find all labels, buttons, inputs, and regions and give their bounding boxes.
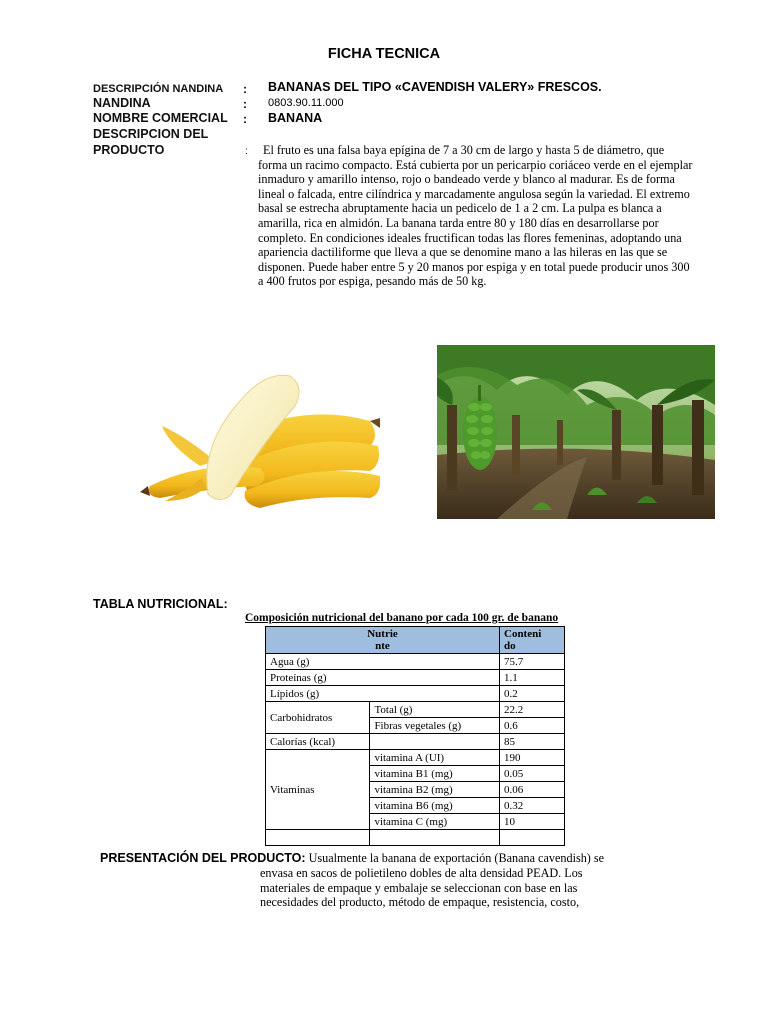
row-label: Lípidos (g) xyxy=(266,686,500,702)
header-nutrient-line2: nte xyxy=(375,640,390,652)
row-value: 0.06 xyxy=(500,782,565,798)
colon: : xyxy=(243,112,247,126)
banana-plantation-photo xyxy=(437,345,715,519)
table-row xyxy=(266,670,565,686)
row-label: Total (g) xyxy=(370,702,500,718)
row-label: vitamina C (mg) xyxy=(370,814,500,830)
header-nutrient-line1: Nutrie xyxy=(367,628,398,640)
row-value: 10 xyxy=(500,814,565,830)
row-value: 85 xyxy=(500,734,565,750)
row-value: 0.2 xyxy=(500,686,565,702)
row-label: Calorías (kcal) xyxy=(266,734,370,750)
descripcion-producto-label-line1: DESCRIPCION DEL xyxy=(93,127,209,141)
nutrition-section-label: TABLA NUTRICIONAL: xyxy=(93,597,228,611)
nandina-value: 0803.90.11.000 xyxy=(268,97,344,109)
document-title: FICHA TECNICA xyxy=(327,46,441,62)
descripcion-nandina-label: DESCRIPCIÓN NANDINA xyxy=(93,83,224,95)
row-label: vitamina B2 (mg) xyxy=(370,782,500,798)
table-row-empty xyxy=(266,830,565,846)
colon: : xyxy=(243,97,247,111)
nandina-label: NANDINA xyxy=(93,96,151,110)
colon: : xyxy=(245,146,248,157)
row-label: Proteínas (g) xyxy=(266,670,500,686)
header-content-line2: do xyxy=(504,640,516,652)
row-value: 0.05 xyxy=(500,766,565,782)
header-content-line1: Conteni xyxy=(504,628,542,640)
presentation-line1: Usualmente la banana de exportación (Banana cavendish) se xyxy=(308,851,605,865)
nutrition-table xyxy=(265,626,565,846)
row-value: 190 xyxy=(500,750,565,766)
row-group-label: Carbohidratos xyxy=(266,702,370,734)
nutrition-table-title: Composición nutricional del banano por cada 100 gr. de banano xyxy=(245,612,559,624)
table-header-row xyxy=(266,627,565,654)
row-value: 75.7 xyxy=(500,654,565,670)
presentation-line2: envasa en sacos de polietileno dobles de alta densidad PEAD. Los xyxy=(260,865,583,880)
plantation-illustration xyxy=(437,345,715,519)
banana-illustration xyxy=(130,366,380,511)
row-value: 0.6 xyxy=(500,718,565,734)
table-row xyxy=(266,734,565,750)
row-label: vitamina B1 (mg) xyxy=(370,766,500,782)
row-group-label: Vitaminas xyxy=(266,750,370,830)
descripcion-nandina-value: BANANAS DEL TIPO «CAVENDISH VALERY» FRESCOS. xyxy=(268,80,602,94)
empty-cell xyxy=(370,830,500,846)
empty-cell xyxy=(266,830,370,846)
empty-cell xyxy=(370,734,500,750)
table-row xyxy=(266,686,565,702)
row-label: Fibras vegetales (g) xyxy=(370,718,500,734)
row-label: Agua (g) xyxy=(266,654,500,670)
row-label: vitamina B6 (mg) xyxy=(370,798,500,814)
table-row xyxy=(266,702,565,718)
row-label: vitamina A (UI) xyxy=(370,750,500,766)
colon: : xyxy=(243,82,247,96)
row-value: 0.32 xyxy=(500,798,565,814)
header-nutrient xyxy=(266,627,500,654)
row-value: 22.2 xyxy=(500,702,565,718)
product-description: El fruto es una falsa baya epígina de 7 a 30 cm de largo y hasta 5 de diámetro, que forma un racimo compacto. Está cubierta por un pericarpio coriáceo verde en el ejemplar inmaduro y amarillo intenso, rojo o bandeado verde y blanco al madurar. Es de forma lineal o falcada, entre cilíndrica y marcadamente angulosa según la variedad. El extremo basal se estrecha abruptamente hacia un pedicelo de 1 a 2 cm. La pulpa es blanca a amarilla, rica en almidón. La banana tarda entre 80 y 180 días en desarrollarse por completo. En condiciones ideales fructifican todas las flores femeninas, adoptando una apariencia dactiliforme que lleva a que se denomine mano a las hileras en las que se disponen. Puede haber entre 5 y 20 manos por espiga y en total puede producir unos 300 a 400 frutos por espiga, pesando más de 50 kg. xyxy=(258,143,693,289)
presentation-line3: materiales de empaque y embalaje se seleccionan con base en las xyxy=(260,880,578,895)
presentation-label: PRESENTACIÓN DEL PRODUCTO: xyxy=(100,851,306,865)
nombre-comercial-value: BANANA xyxy=(268,111,323,125)
peeled-banana-photo xyxy=(130,366,380,511)
presentation-line4: necesidades del producto, método de empaque, resistencia, costo, xyxy=(260,895,580,910)
header-content xyxy=(500,627,565,654)
table-row xyxy=(266,750,565,766)
empty-cell xyxy=(500,830,565,846)
presentation-section xyxy=(100,851,660,910)
row-value: 1.1 xyxy=(500,670,565,686)
nombre-comercial-label: NOMBRE COMERCIAL xyxy=(93,111,228,125)
table-row xyxy=(266,654,565,670)
descripcion-producto-label-line2: PRODUCTO xyxy=(93,143,165,157)
